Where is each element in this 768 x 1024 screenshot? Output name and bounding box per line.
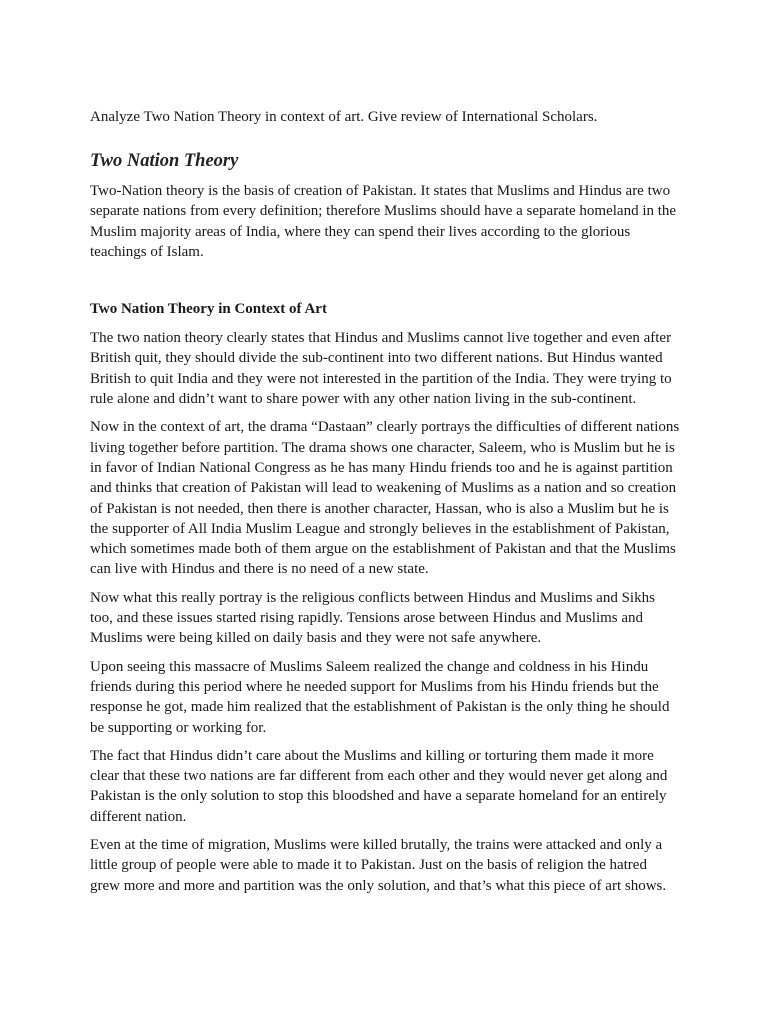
body-paragraph: The fact that Hindus didn’t care about the Muslims and killing or torturing them made it more clear that these two nations are far different from each other and they would never get along and Pakistan is the only solution to stop this bloodshed and have a separate homeland for an entirely different nation. [90,747,668,825]
section-heading-context-of-art: Two Nation Theory in Context of Art [90,301,327,318]
assignment-question: Analyze Two Nation Theory in context of art. Give review of International Scholars. [90,109,598,125]
body-paragraph: Upon seeing this massacre of Muslims Saleem realized the change and coldness in his Hindu friends during this period where he needed support for Muslims from his Hindu friends but the response he got, made him realized that the establishment of Pakistan is the only thing he should be supporting or working for. [90,658,670,736]
document-page [90,108,680,904]
body-paragraph: Now in the context of art, the drama “Dastaan” clearly portrays the difficulties of different nations living together before partition. The drama shows one character, Saleem, who is Muslim but he is in favor of Indian National Congress as he has many Hindu friends too and he is against partition and thinks that creation of Pakistan will lead to weakening of Muslims as a nation and so creation of Pakistan is not needed, then there is another character, Hassan, who is also a Muslim but he is the supporter of All India Muslim League and strongly believes in the establishment of Pakistan, which sometimes made both of them argue on the establishment of Pakistan and that the Muslims can live with Hindus and there is no need of a new state. [90,419,680,578]
body-paragraph: Even at the time of migration, Muslims were killed brutally, the trains were attacked and only a little group of people were able to made it to Pakistan. Just on the basis of religion the hatred grew more and more and partition was the only solution, and that’s what this piece of art shows. [90,837,667,894]
body-paragraph: The two nation theory clearly states that Hindus and Muslims cannot live together and even after British quit, they should divide the sub-continent into two different nations. But Hindus wanted British to quit India and they were not interested in the partition of the India. They were trying to rule alone and didn’t want to share power with any other nation living in the sub-continent. [90,330,672,408]
body-paragraph: Now what this really portray is the religious conflicts between Hindus and Muslims and Sikhs too, and these issues started rising rapidly. Tensions arose between Hindus and Muslims and Muslims were being killed on daily basis and they were not safe anywhere. [90,589,655,647]
intro-paragraph: Two-Nation theory is the basis of creation of Pakistan. It states that Muslims and Hindus are two separate nations from every definition; therefore Muslims should have a separate homeland in the Muslim majority areas of India, where they can spend their lives according to the glorious teachings of Islam. [90,183,677,260]
section-heading-two-nation-theory: Two Nation Theory [90,151,239,171]
